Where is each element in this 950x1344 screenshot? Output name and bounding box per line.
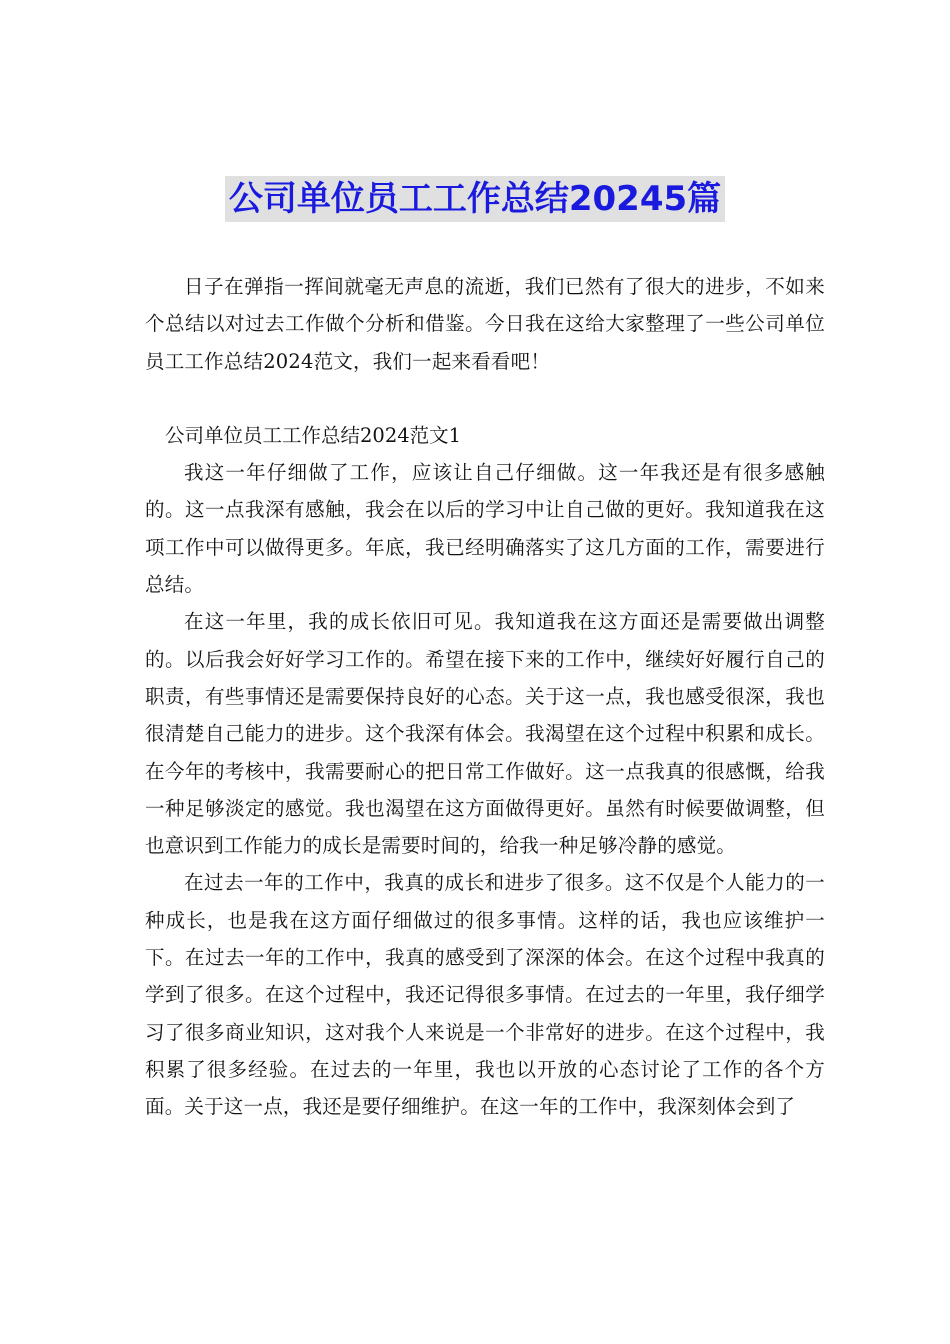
document-title: 公司单位员工工作总结20245篇 xyxy=(225,176,725,222)
body-paragraph-1: 我这一年仔细做了工作，应该让自己仔细做。这一年我还是有很多感触的。这一点我深有感触，我会在以后的学习中让自己做的更好。我知道我在这项工作中可以做得更多。年底，我已经明确落实了这几方面的工作，需要进行总结。 xyxy=(145,461,825,597)
document-body xyxy=(145,268,825,1126)
intro-paragraph: 日子在弹指一挥间就毫无声息的流逝，我们已然有了很大的进步，不如来个总结以对过去工作做个分析和借鉴。今日我在这给大家整理了一些公司单位员工工作总结2024范文，我们一起来看看吧！ xyxy=(145,275,825,373)
paragraph-spacer xyxy=(145,380,825,417)
section-heading: 公司单位员工工作总结2024范文1 xyxy=(165,423,462,447)
body-paragraph-3: 在过去一年的工作中，我真的成长和进步了很多。这不仅是个人能力的一种成长，也是我在这方面仔细做过的很多事情。这样的话，我也应该维护一下。在过去一年的工作中，我真的感受到了深深的体会。在这个过程中我真的学到了很多。在这个过程中，我还记得很多事情。在过去的一年里，我仔细学习了很多商业知识，这对我个人来说是一个非常好的进步。在这个过程中，我积累了很多经验。在过去的一年里，我也以开放的心态讨论了工作的各个方面。关于这一点，我还是要仔细维护。在这一年的工作中，我深刻体会到了 xyxy=(145,871,825,1119)
title-container xyxy=(0,176,950,222)
body-paragraph-2: 在这一年里，我的成长依旧可见。我知道我在这方面还是需要做出调整的。以后我会好好学习工作的。希望在接下来的工作中，继续好好履行自己的职责，有些事情还是需要保持良好的心态。关于这一点，我也感受很深，我也很清楚自己能力的进步。这个我深有体会。我渴望在这个过程中积累和成长。在今年的考核中，我需要耐心的把日常工作做好。这一点我真的很感慨，给我一种足够淡定的感觉。我也渴望在这方面做得更好。虽然有时候要做调整，但也意识到工作能力的成长是需要时间的，给我一种足够冷静的感觉。 xyxy=(145,610,825,858)
